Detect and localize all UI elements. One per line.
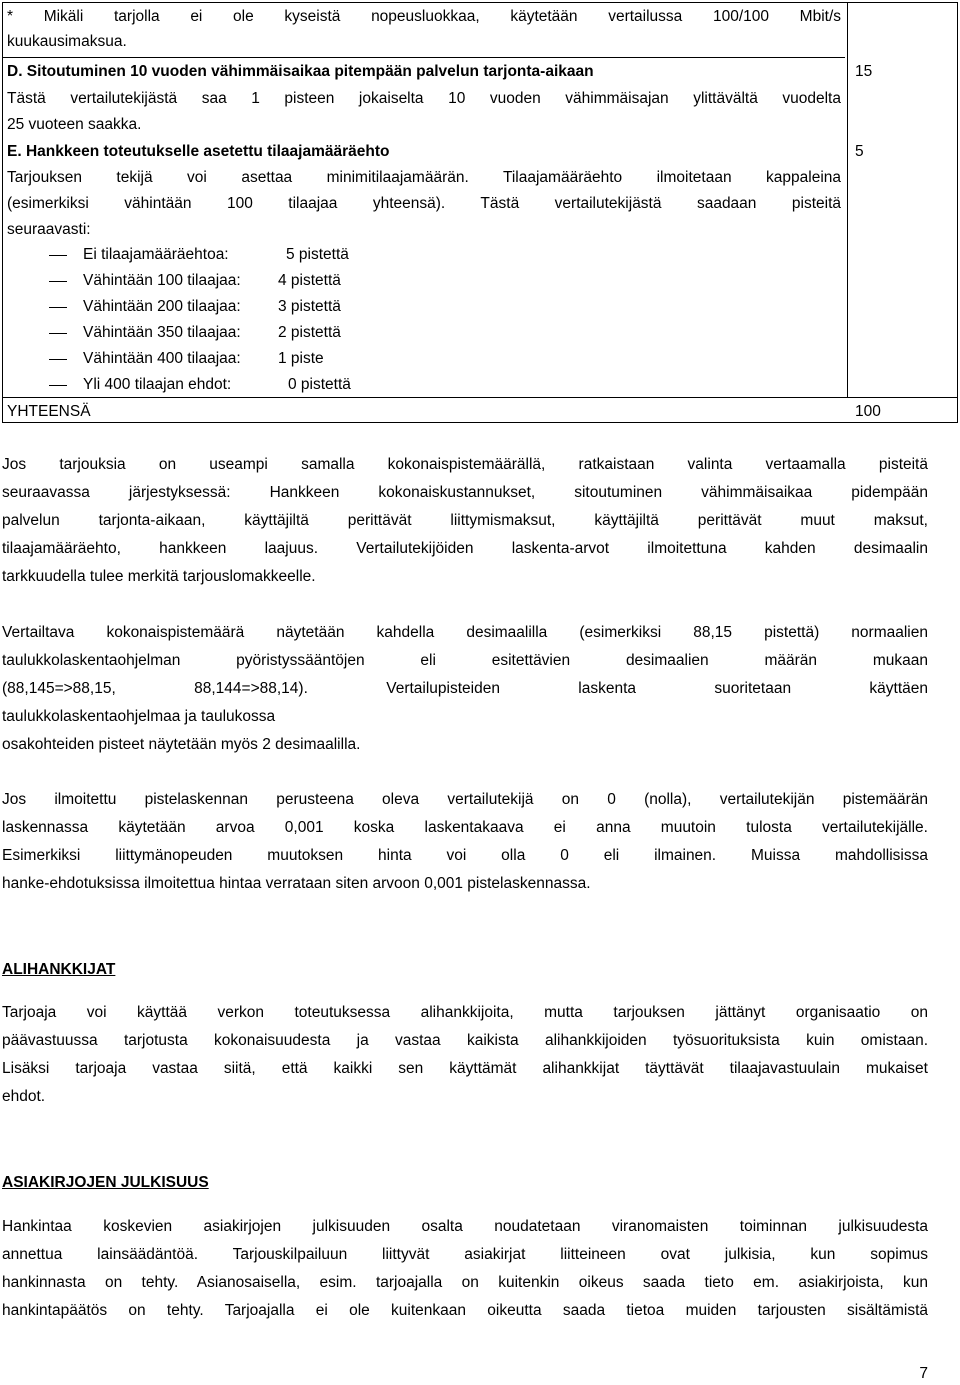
section-d-points: 15: [855, 63, 873, 80]
paragraph-tiebreak: [2, 451, 928, 591]
heading-subcontractors: ALIHANKKIJAT: [2, 961, 116, 978]
text-line: tilaajamääräehto, hankkeen laajuus. Vertailutekijöiden laskenta-arvot ilmoitettuna kahden desimaalin: [2, 540, 928, 557]
row-divider: [3, 57, 845, 58]
list-bullet: [49, 307, 67, 308]
paragraph-rounding: [2, 619, 928, 759]
list-item-value: 4 pistettä: [278, 272, 341, 289]
list-item-value: 5 pistettä: [286, 246, 349, 263]
text-line: taulukkolaskentaohjelman pyöristyssääntöjen eli esitettävien desimaalien määrän mukaan: [2, 652, 928, 669]
total-label: YHTEENSÄ: [7, 403, 91, 420]
text-line: Lisäksi tarjoaja vastaa siitä, että kaikki sen käyttämät alihankkijat täyttävät tilaajavastuulain mukaiset: [2, 1060, 928, 1077]
text-line: tarkkuudella tulee merkitä tarjouslomakkeelle.: [2, 568, 316, 585]
list-item-value: 0 pistettä: [288, 376, 351, 393]
text-line: (88,145=>88,15, 88,144=>88,14). Vertailupisteiden laskenta suoritetaan käyttäen: [2, 680, 928, 697]
text-line: Jos tarjouksia on useampi samalla kokonaispistemäärällä, ratkaistaan valinta vertaamalla pisteitä: [2, 456, 928, 473]
list-bullet: [49, 255, 67, 256]
list-item-value: 3 pistettä: [278, 298, 341, 315]
list-item-label: Yli 400 tilaajan ehdot:: [83, 376, 232, 393]
paragraph-zero-value: [2, 786, 928, 898]
section-d-body: 25 vuoteen saakka.: [7, 116, 142, 133]
text-line: hankinnasta on tehty. Asianosaisella, esim. tarjoajalla on kuitenkin oikeus saada tieto em. asiakirjoista, kun: [2, 1274, 928, 1291]
total-row-divider: [3, 397, 957, 398]
text-line: ehdot.: [2, 1088, 46, 1105]
section-e-title: E. Hankkeen toteutukselle asetettu tilaajamääräehto: [7, 143, 390, 160]
section-d-body: Tästä vertailutekijästä saa 1 pisteen jokaiselta 10 vuoden vähimmäisajan ylittävältä vuodelta: [7, 90, 841, 107]
note-line: * Mikäli tarjolla ei ole kyseistä nopeusluokkaa, käytetään vertailussa 100/100 Mbit/s: [7, 8, 841, 25]
list-item-label: Vähintään 400 tilaajaa:: [83, 350, 241, 367]
text-line: Hankintaa koskevien asiakirjojen julkisuuden osalta noudatetaan viranomaisten toiminnan julkisuudesta: [2, 1218, 928, 1235]
text-line: osakohteiden pisteet näytetään myös 2 desimaalilla.: [2, 736, 361, 753]
section-e-body: seuraavasti:: [7, 221, 91, 238]
column-divider: [847, 3, 848, 397]
text-line: hankintapäätös on tehty. Tarjoajalla ei ole kuitenkaan oikeutta saada tietoa muiden tarjousten sisältämistä: [2, 1302, 928, 1319]
text-line: Esimerkiksi liittymänopeuden muutoksen hinta voi olla 0 eli ilmainen. Muissa mahdollisissa: [2, 847, 928, 864]
text-line: taulukkolaskentaohjelmaa ja taulukossa: [2, 708, 276, 725]
list-item-label: Vähintään 100 tilaajaa:: [83, 272, 241, 289]
heading-publicity: ASIAKIRJOJEN JULKISUUS: [2, 1174, 209, 1191]
text-line: päävastuussa tarjotusta kokonaisuudesta ja vastaa kaikista alihankkijoiden työsuorituksista kuin omistaan.: [2, 1032, 928, 1049]
text-line: hanke-ehdotuksissa ilmoitettua hintaa verrataan siten arvoon 0,001 pistelaskennassa.: [2, 875, 591, 892]
list-item-label: Vähintään 350 tilaajaa:: [83, 324, 241, 341]
text-line: laskennassa käytetään arvoa 0,001 koska laskentakaava ei anna muutoin tulosta vertailutekijälle.: [2, 819, 928, 836]
list-item-value: 2 pistettä: [278, 324, 341, 341]
paragraph-publicity: [2, 1213, 928, 1325]
list-bullet: [49, 281, 67, 282]
list-item-value: 1 piste: [278, 350, 324, 367]
page-number: 7: [919, 1365, 928, 1382]
text-line: seuraavassa järjestyksessä: Hankkeen kokonaiskustannukset, sitoutuminen vähimmäisaikaa pidempään: [2, 484, 928, 501]
section-e-body: (esimerkiksi vähintään 100 tilaajaa yhteensä). Tästä vertailutekijästä saadaan pisteitä: [7, 195, 841, 212]
section-e-body: Tarjouksen tekijä voi asettaa minimitilaajamäärän. Tilaajamääräehto ilmoitetaan kappaleina: [7, 169, 841, 186]
total-value: 100: [855, 403, 881, 420]
text-line: Jos ilmoitettu pistelaskennan perusteena oleva vertailutekijä on 0 (nolla), vertailutekijän pistemäärän: [2, 791, 928, 808]
text-line: Tarjoaja voi käyttää verkon toteutuksessa alihankkijoita, mutta tarjouksen jättänyt organisaatio on: [2, 1004, 928, 1021]
text-line: Vertailtava kokonaispistemäärä näytetään kahdella desimaalilla (esimerkiksi 88,15 pistettä) normaalien: [2, 624, 928, 641]
text-line: annettua lainsäädäntöä. Tarjouskilpailuun liittyvät asiakirjat liitteineen ovat julkisia, kun sopimus: [2, 1246, 928, 1263]
section-e-points: 5: [855, 143, 864, 160]
section-d-title: D. Sitoutuminen 10 vuoden vähimmäisaikaa pitempään palvelun tarjonta-aikaan: [7, 63, 594, 80]
list-bullet: [49, 385, 67, 386]
list-bullet: [49, 359, 67, 360]
list-item-label: Ei tilaajamääräehtoa:: [83, 246, 229, 263]
scoring-table: [2, 2, 958, 423]
text-line: palvelun tarjonta-aikaan, käyttäjiltä perittävät liittymismaksut, käyttäjiltä perittävät muut maksut,: [2, 512, 928, 529]
list-bullet: [49, 333, 67, 334]
list-item-label: Vähintään 200 tilaajaa:: [83, 298, 241, 315]
paragraph-subcontractors: [2, 999, 928, 1111]
note-line: kuukausimaksua.: [7, 33, 127, 50]
